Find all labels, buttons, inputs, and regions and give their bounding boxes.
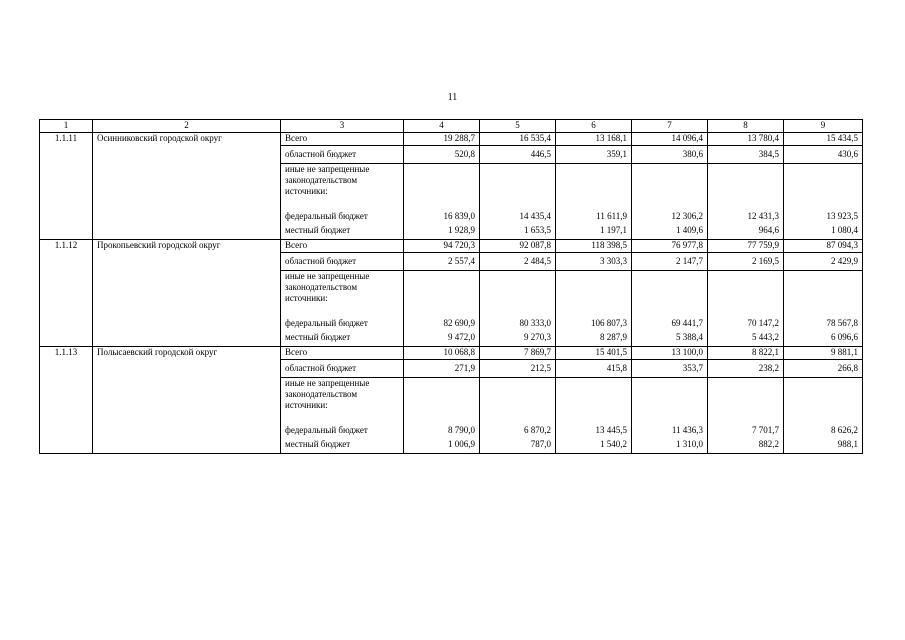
value-cell: [784, 378, 863, 421]
row-label: Всего: [281, 240, 404, 253]
value-cell: 87 094,3: [784, 240, 863, 253]
header-cell: 3: [281, 120, 404, 133]
value-cell: 13 780,4: [708, 133, 784, 146]
value-cell: 9 270,3: [480, 329, 556, 347]
value-cell: 1 080,4: [784, 222, 863, 240]
value-cell: 238,2: [708, 360, 784, 378]
row-label: иные не запрещенные законодательством источники:: [281, 164, 404, 207]
value-cell: 8 822,1: [708, 347, 784, 360]
value-cell: [556, 378, 632, 421]
value-cell: 77 759,9: [708, 240, 784, 253]
value-cell: 13 923,5: [784, 206, 863, 222]
row-label: федеральный бюджет: [281, 420, 404, 436]
value-cell: 5 388,4: [632, 329, 708, 347]
value-cell: 1 197,1: [556, 222, 632, 240]
value-cell: [404, 271, 480, 314]
section-code: 1.1.11: [40, 133, 93, 240]
value-cell: 3 303,3: [556, 253, 632, 271]
value-cell: 13 168,1: [556, 133, 632, 146]
value-cell: 19 288,7: [404, 133, 480, 146]
municipality-name: Полысаевский городской округ: [93, 347, 281, 454]
value-cell: 1 409,6: [632, 222, 708, 240]
value-cell: 8 287,9: [556, 329, 632, 347]
value-cell: [784, 164, 863, 207]
value-cell: [480, 164, 556, 207]
value-cell: 15 434,5: [784, 133, 863, 146]
header-cell: 7: [632, 120, 708, 133]
value-cell: 787,0: [480, 436, 556, 454]
header-cell: 2: [93, 120, 281, 133]
value-cell: [480, 271, 556, 314]
value-cell: [556, 164, 632, 207]
value-cell: 359,1: [556, 146, 632, 164]
value-cell: 8 626,2: [784, 420, 863, 436]
row-label: иные не запрещенные законодательством источники:: [281, 271, 404, 314]
value-cell: 964,6: [708, 222, 784, 240]
value-cell: [632, 271, 708, 314]
value-cell: [632, 164, 708, 207]
value-cell: 384,5: [708, 146, 784, 164]
value-cell: 70 147,2: [708, 313, 784, 329]
value-cell: [784, 271, 863, 314]
value-cell: 446,5: [480, 146, 556, 164]
value-cell: 2 429,9: [784, 253, 863, 271]
value-cell: 1 653,5: [480, 222, 556, 240]
municipality-name: Осинниковский городской округ: [93, 133, 281, 240]
value-cell: 12 431,3: [708, 206, 784, 222]
value-cell: [632, 378, 708, 421]
value-cell: 82 690,9: [404, 313, 480, 329]
value-cell: 9 881,1: [784, 347, 863, 360]
total-row: [40, 347, 863, 360]
value-cell: [556, 271, 632, 314]
value-cell: 92 087,8: [480, 240, 556, 253]
value-cell: [404, 164, 480, 207]
header-cell: 1: [40, 120, 93, 133]
budget-table: [39, 119, 863, 454]
municipality-name: Прокопьевский городской округ: [93, 240, 281, 347]
row-label: федеральный бюджет: [281, 206, 404, 222]
value-cell: 520,8: [404, 146, 480, 164]
header-cell: 8: [708, 120, 784, 133]
value-cell: 266,8: [784, 360, 863, 378]
value-cell: 6 096,6: [784, 329, 863, 347]
section-code: 1.1.12: [40, 240, 93, 347]
value-cell: 212,5: [480, 360, 556, 378]
value-cell: [708, 378, 784, 421]
header-cell: 5: [480, 120, 556, 133]
value-cell: 8 790,0: [404, 420, 480, 436]
value-cell: 5 443,2: [708, 329, 784, 347]
value-cell: 380,6: [632, 146, 708, 164]
row-label: областной бюджет: [281, 146, 404, 164]
total-row: [40, 133, 863, 146]
value-cell: [480, 378, 556, 421]
value-cell: 118 398,5: [556, 240, 632, 253]
row-label: Всего: [281, 133, 404, 146]
value-cell: 415,8: [556, 360, 632, 378]
row-label: местный бюджет: [281, 436, 404, 454]
table-header-row: [40, 120, 863, 133]
value-cell: 13 100,0: [632, 347, 708, 360]
value-cell: 12 306,2: [632, 206, 708, 222]
value-cell: 69 441,7: [632, 313, 708, 329]
value-cell: 14 096,4: [632, 133, 708, 146]
value-cell: [708, 164, 784, 207]
value-cell: 7 701,7: [708, 420, 784, 436]
value-cell: 2 147,7: [632, 253, 708, 271]
value-cell: 1 310,0: [632, 436, 708, 454]
row-label: Всего: [281, 347, 404, 360]
value-cell: 78 567,8: [784, 313, 863, 329]
value-cell: 9 472,0: [404, 329, 480, 347]
value-cell: 15 401,5: [556, 347, 632, 360]
total-row: [40, 240, 863, 253]
value-cell: 430,6: [784, 146, 863, 164]
value-cell: [708, 271, 784, 314]
value-cell: 16 535,4: [480, 133, 556, 146]
header-cell: 9: [784, 120, 863, 133]
value-cell: 11 611,9: [556, 206, 632, 222]
row-label: областной бюджет: [281, 253, 404, 271]
row-label: федеральный бюджет: [281, 313, 404, 329]
value-cell: 2 484,5: [480, 253, 556, 271]
value-cell: [404, 378, 480, 421]
value-cell: 14 435,4: [480, 206, 556, 222]
value-cell: 2 557,4: [404, 253, 480, 271]
value-cell: 1 928,9: [404, 222, 480, 240]
value-cell: 10 068,8: [404, 347, 480, 360]
section-code: 1.1.13: [40, 347, 93, 454]
value-cell: 1 540,2: [556, 436, 632, 454]
value-cell: 13 445,5: [556, 420, 632, 436]
header-cell: 6: [556, 120, 632, 133]
value-cell: 1 006,9: [404, 436, 480, 454]
value-cell: 2 169,5: [708, 253, 784, 271]
row-label: местный бюджет: [281, 329, 404, 347]
value-cell: 7 869,7: [480, 347, 556, 360]
value-cell: 94 720,3: [404, 240, 480, 253]
row-label: иные не запрещенные законодательством источники:: [281, 378, 404, 421]
value-cell: 6 870,2: [480, 420, 556, 436]
value-cell: 11 436,3: [632, 420, 708, 436]
value-cell: 271,9: [404, 360, 480, 378]
value-cell: 80 333,0: [480, 313, 556, 329]
value-cell: 988,1: [784, 436, 863, 454]
page-number: 11: [447, 92, 458, 103]
value-cell: 353,7: [632, 360, 708, 378]
value-cell: 882,2: [708, 436, 784, 454]
header-cell: 4: [404, 120, 480, 133]
value-cell: 16 839,0: [404, 206, 480, 222]
value-cell: 76 977,8: [632, 240, 708, 253]
value-cell: 106 807,3: [556, 313, 632, 329]
row-label: местный бюджет: [281, 222, 404, 240]
row-label: областной бюджет: [281, 360, 404, 378]
